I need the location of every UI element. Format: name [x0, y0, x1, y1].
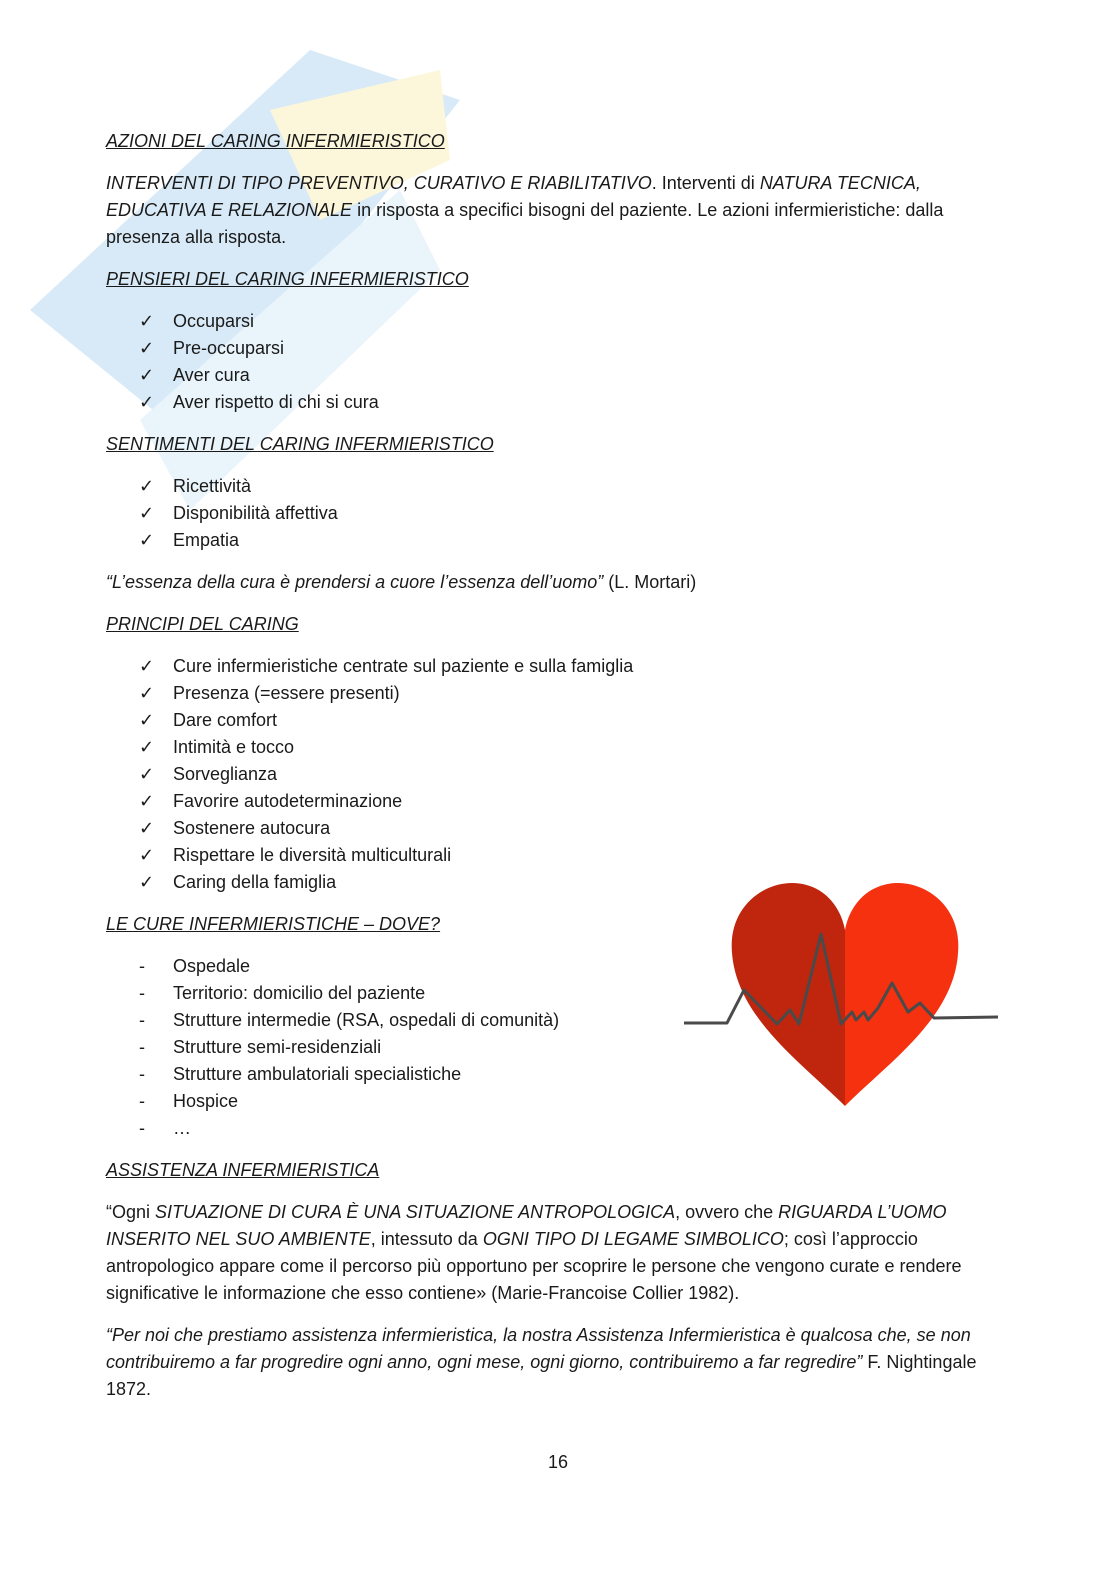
text: “Ogni [106, 1202, 156, 1222]
list-item-label: Pre-occuparsi [173, 338, 285, 358]
heading-sentimenti: SENTIMENTI DEL CARING INFERMIERISTICO [106, 434, 494, 454]
check-icon: ✓ [139, 530, 155, 550]
list-item [106, 335, 1006, 362]
list-item-label: Rispettare le diversità multiculturali [173, 845, 452, 865]
check-icon: ✓ [139, 791, 155, 811]
list-item-label: Aver rispetto di chi si cura [173, 392, 379, 412]
list-item [106, 815, 1006, 842]
list-item [106, 842, 1006, 869]
dash-icon: - [139, 1010, 145, 1030]
list-item-label: Disponibilità affettiva [173, 503, 338, 523]
list-item-label: Favorire autodeterminazione [173, 791, 403, 811]
list-item-label: Hospice [173, 1091, 239, 1111]
check-icon: ✓ [139, 845, 155, 865]
heading-dove: LE CURE INFERMIERISTICHE – DOVE? [106, 914, 441, 934]
check-icon: ✓ [139, 392, 155, 412]
italic-text: INTERVENTI DI TIPO PREVENTIVO, CURATIVO E RIABILITATIVO [106, 173, 652, 193]
text: , ovvero che [675, 1202, 779, 1222]
list-pensieri [106, 308, 1006, 416]
italic-text: RIGUARDA L’UOMO INSERITO NEL SUO AMBIENTE [106, 1202, 947, 1249]
list-item [106, 788, 1006, 815]
list-item-label: Strutture ambulatoriali specialistiche [173, 1064, 462, 1084]
dash-icon: - [139, 1037, 145, 1057]
heading-azioni: AZIONI DEL CARING INFERMIERISTICO [106, 131, 445, 151]
dash-icon: - [139, 956, 145, 976]
list-item [106, 527, 1006, 554]
check-icon: ✓ [139, 872, 155, 892]
list-item [106, 653, 1006, 680]
list-item [106, 734, 1006, 761]
dash-icon: - [139, 1091, 145, 1111]
italic-text: OGNI TIPO DI LEGAME SIMBOLICO [482, 1229, 784, 1249]
list-item-label: Empatia [173, 530, 240, 550]
dash-icon: - [139, 1064, 145, 1084]
list-item-label: Sostenere autocura [173, 818, 331, 838]
check-icon: ✓ [139, 737, 155, 757]
check-icon: ✓ [139, 818, 155, 838]
list-item-label: Territorio: domicilio del paziente [173, 983, 426, 1003]
check-icon: ✓ [139, 764, 155, 784]
list-item [106, 680, 1006, 707]
check-icon: ✓ [139, 476, 155, 496]
paragraph-nightingale [106, 1322, 1006, 1403]
check-icon: ✓ [139, 338, 155, 358]
list-item-label: Occuparsi [173, 311, 255, 331]
document-page [106, 128, 1006, 1418]
list-item-label: Aver cura [173, 365, 250, 385]
check-icon: ✓ [139, 710, 155, 730]
list-item-label: Ricettività [173, 476, 252, 496]
check-icon: ✓ [139, 365, 155, 385]
heading-assistenza: ASSISTENZA INFERMIERISTICA [106, 1160, 380, 1180]
heart-right-half [845, 883, 958, 1106]
text: in risposta a specifici bisogni del paziente. Le azioni infermieristiche: dalla presenza alla risposta. [106, 200, 944, 247]
text: , intessuto da [370, 1229, 483, 1249]
page-number: 16 [547, 1452, 569, 1472]
check-icon: ✓ [139, 311, 155, 331]
list-item-label: Strutture intermedie (RSA, ospedali di comunità) [173, 1010, 560, 1030]
check-icon: ✓ [139, 683, 155, 703]
paragraph-collier [106, 1199, 1006, 1307]
list-item-label: Cure infermieristiche centrate sul paziente e sulla famiglia [173, 656, 634, 676]
list-item-label: Strutture semi-residenziali [173, 1037, 382, 1057]
check-icon: ✓ [139, 656, 155, 676]
list-item [106, 473, 1006, 500]
quote-author: F. Nightingale 1872. [106, 1352, 977, 1399]
dash-icon: - [139, 983, 145, 1003]
heart-ecg-illustration [682, 878, 1002, 1113]
italic-text: NATURA TECNICA, EDUCATIVA E RELAZIONALE [106, 173, 921, 220]
list-item [106, 1115, 1006, 1142]
quote-text: “Per noi che prestiamo assistenza infermieristica, la nostra Assistenza Infermieristica è qualcosa che, se non contribuiremo a far progredire ogni anno, ogni mese, ogni giorno, contribuiremo a far regredire” [106, 1325, 971, 1372]
paragraph-azioni [106, 170, 1006, 251]
list-item [106, 500, 1006, 527]
list-item [106, 308, 1006, 335]
list-item-label: Dare comfort [173, 710, 278, 730]
list-item [106, 707, 1006, 734]
text: . Interventi di [651, 173, 760, 193]
list-sentimenti [106, 473, 1006, 554]
list-item-label: … [173, 1118, 191, 1138]
list-principi [106, 653, 1006, 896]
quote-mortari [106, 569, 1006, 596]
list-item [106, 362, 1006, 389]
list-item-label: Caring della famiglia [173, 872, 337, 892]
list-item-label: Ospedale [173, 956, 251, 976]
list-item-label: Sorveglianza [173, 764, 278, 784]
quote-author: (L. Mortari) [603, 572, 697, 592]
list-item-label: Intimità e tocco [173, 737, 295, 757]
italic-text: SITUAZIONE DI CURA È UNA SITUAZIONE ANTROPOLOGICA [155, 1202, 676, 1222]
list-item [106, 389, 1006, 416]
text: ; così l’approccio antropologico appare come il percorso più opportuno per scoprire le persone che vengono curate e rendere significative le informazione che esso contiene» (Marie-Francoise Collier 1982). [106, 1229, 962, 1303]
list-item [106, 761, 1006, 788]
heading-principi: PRINCIPI DEL CARING [106, 614, 299, 634]
list-item-label: Presenza (=essere presenti) [173, 683, 400, 703]
heading-pensieri: PENSIERI DEL CARING INFERMIERISTICO [106, 269, 469, 289]
dash-icon: - [139, 1118, 145, 1138]
check-icon: ✓ [139, 503, 155, 523]
quote-text: “L’essenza della cura è prendersi a cuore l’essenza dell’uomo” [106, 572, 604, 592]
